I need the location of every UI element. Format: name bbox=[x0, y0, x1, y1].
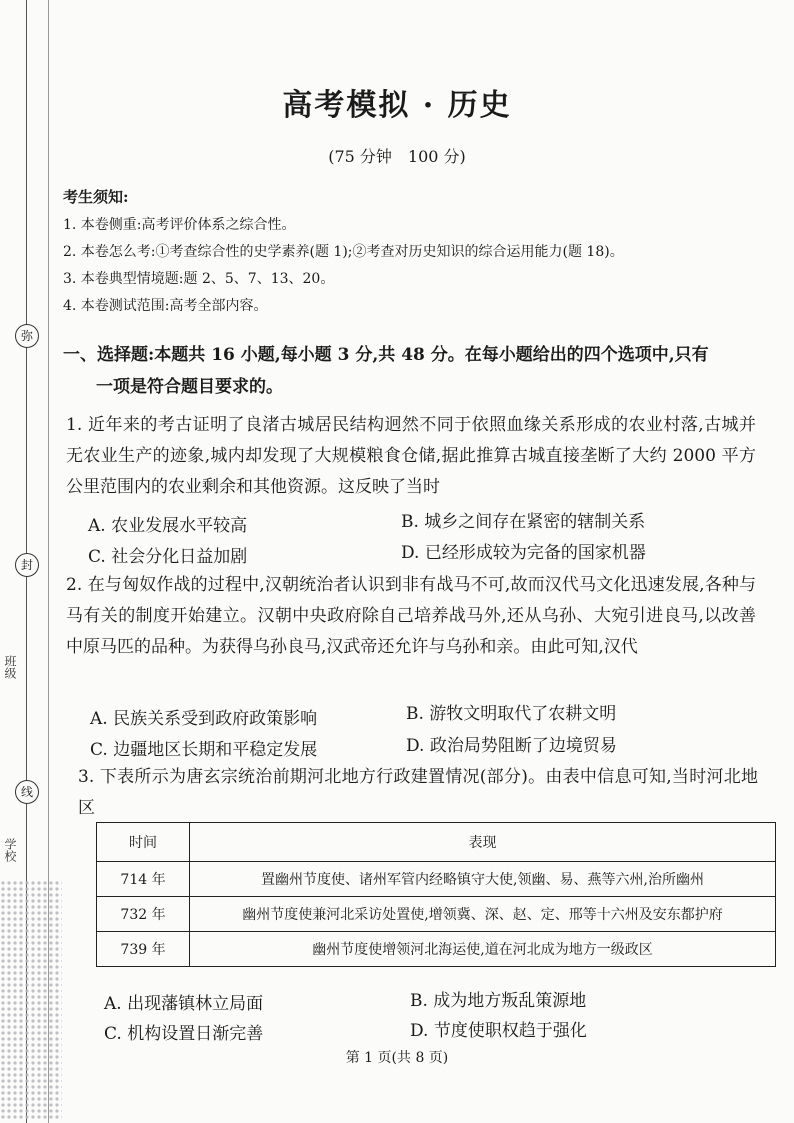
question-1-option-d[interactable]: D. 已经形成较为完备的国家机器 bbox=[401, 543, 646, 563]
question-2-option-a[interactable]: A. 民族关系受到政府政策影响 bbox=[90, 709, 318, 729]
notice-item: 2. 本卷怎么考:①考查综合性的史学素养(题 1);②考查对历史知识的综合运用能力(题 18)。 bbox=[63, 244, 624, 260]
section-heading-line2: 一项是符合题目要求的。 bbox=[96, 377, 283, 397]
notice-heading: 考生须知: bbox=[63, 188, 129, 206]
notice-item: 3. 本卷典型情境题:题 2、5、7、13、20。 bbox=[63, 271, 335, 287]
table-cell-year: 714 年 bbox=[97, 862, 190, 897]
table-cell-detail: 幽州节度使兼河北采访处置使,增领冀、深、赵、定、邢等十六州及安东都护府 bbox=[190, 897, 776, 932]
table-cell-year: 732 年 bbox=[97, 897, 190, 932]
seal-feng: 封 bbox=[15, 553, 39, 577]
table-header-row bbox=[97, 823, 776, 862]
table-cell-detail: 幽州节度使增领河北海运使,道在河北成为地方一级政区 bbox=[190, 932, 776, 967]
question-2-option-d[interactable]: D. 政治局势阻断了边境贸易 bbox=[406, 736, 617, 756]
table-row bbox=[97, 897, 776, 932]
notice-item: 4. 本卷测试范围:高考全部内容。 bbox=[63, 298, 268, 314]
question-3-option-c[interactable]: C. 机构设置日渐完善 bbox=[104, 1024, 264, 1044]
question-3-option-d[interactable]: D. 节度使职权趋于强化 bbox=[410, 1021, 587, 1041]
question-2-option-b[interactable]: B. 游牧文明取代了农耕文明 bbox=[406, 704, 617, 724]
question-2-option-c[interactable]: C. 边疆地区长期和平稳定发展 bbox=[90, 740, 318, 760]
question-3-option-b[interactable]: B. 成为地方叛乱策源地 bbox=[410, 991, 587, 1011]
question-1-option-c[interactable]: C. 社会分化日益加剧 bbox=[88, 547, 248, 567]
table-cell-year: 739 年 bbox=[97, 932, 190, 967]
table-header-time: 时间 bbox=[97, 823, 190, 862]
question-1-option-a[interactable]: A. 农业发展水平较高 bbox=[88, 516, 248, 536]
page-number: 第 1 页(共 8 页) bbox=[345, 1050, 449, 1066]
seal-mi: 弥 bbox=[15, 324, 39, 348]
notice-item: 1. 本卷侧重:高考评价体系之综合性。 bbox=[63, 217, 296, 233]
table-cell-detail: 置幽州节度使、诸州军管内经略镇守大使,领幽、易、燕等六州,治所幽州 bbox=[190, 862, 776, 897]
page-title: 高考模拟 · 历史 bbox=[282, 88, 512, 123]
section-heading-line1: 一、选择题:本题共 16 小题,每小题 3 分,共 48 分。在每小题给出的四个选项中,只有 bbox=[63, 345, 709, 365]
seal-xian: 线 bbox=[15, 780, 39, 804]
table-row bbox=[97, 862, 776, 897]
margin-label-class: 班级 bbox=[3, 655, 17, 679]
margin-dot-pattern bbox=[0, 880, 62, 1120]
exam-duration-score: (75 分钟 100 分) bbox=[328, 147, 466, 166]
question-3-option-a[interactable]: A. 出现藩镇林立局面 bbox=[104, 994, 264, 1014]
question-2-stem: 2. 在与匈奴作战的过程中,汉朝统治者认识到非有战马不可,故而汉代马文化迅速发展,各种与马有关的制度开始建立。汉朝中央政府除自己培养战马外,还从乌孙、大宛引进良马,以改善中原马匹的品种。为获得乌孙良马,汉武帝还允许与乌孙和亲。由此可知,汉代 bbox=[66, 575, 756, 657]
margin-label-school: 学校 bbox=[3, 838, 17, 862]
question-3-table bbox=[96, 822, 776, 967]
table-header-performance: 表现 bbox=[190, 823, 776, 862]
question-3-stem: 3. 下表所示为唐玄宗统治前期河北地方行政建置情况(部分)。由表中信息可知,当时河北地区 bbox=[78, 767, 758, 818]
question-1-stem: 1. 近年来的考古证明了良渚古城居民结构迥然不同于依照血缘关系形成的农业村落,古城并无农业生产的迹象,城内却发现了大规模粮食仓储,据此推算古城直接垄断了大约 2000 平方公里范围内的农业剩余和其他资源。这反映了当时 bbox=[66, 415, 756, 497]
table-row bbox=[97, 932, 776, 967]
question-1-option-b[interactable]: B. 城乡之间存在紧密的辖制关系 bbox=[401, 512, 646, 532]
